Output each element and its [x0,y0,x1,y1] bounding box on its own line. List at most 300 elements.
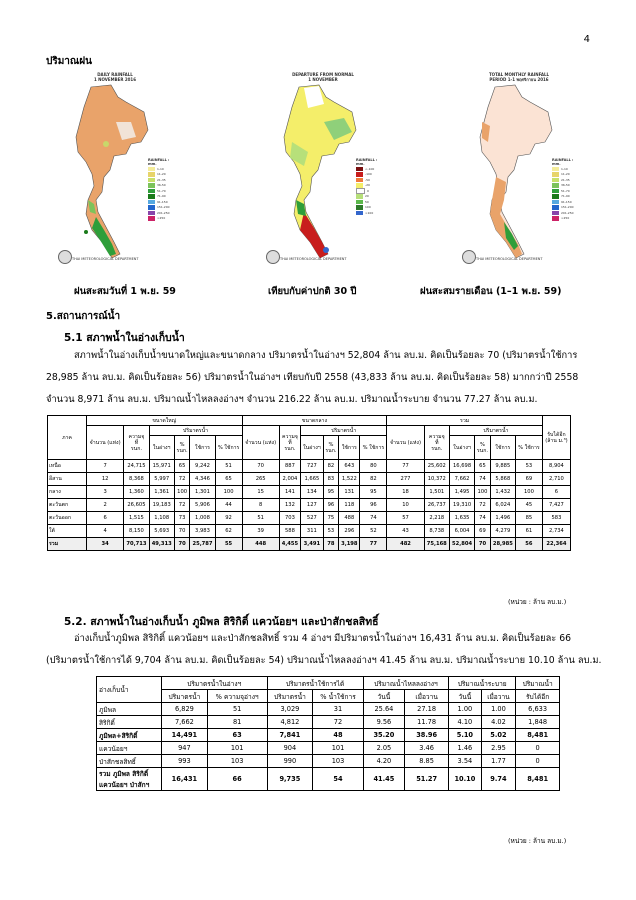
col-header: รับได้อีก (ล้าน ม.³) [542,416,570,460]
table-cell: 26,737 [424,499,449,512]
table-cell: 18 [387,486,424,499]
table-cell: 5,693 [149,525,174,538]
legend-entry: 71-90 [552,194,578,200]
daily-rainfall-map [56,72,174,272]
table-cell: 54 [313,768,363,791]
map-caption-departure: เทียบกับค่าปกติ 30 ปี [268,286,357,297]
table-cell: 78 [323,538,339,551]
paragraph-line: จำนวน 8,971 ล้าน ลบ.ม. ปริมาณน้ำไหลลงอ่างฯ จำนวน 216.22 ล้าน ลบ.ม. ปริมาณน้ำระบาย จำนวน 77.27 ล้าน ลบ.ม. [46,394,538,405]
table-cell: 77 [360,538,387,551]
table-cell: 19,183 [149,499,174,512]
table-cell: 92 [215,512,242,525]
table-row [48,512,571,525]
table-cell: 131 [339,486,360,499]
table-cell: 1,361 [149,486,174,499]
table-cell: 73 [174,512,190,525]
table-cell: 70 [174,538,190,551]
table-cell: 9.74 [481,768,516,791]
group-header: ปริมาณน้ำไหลลงอ่างฯ [363,677,448,690]
table-cell: 4.20 [363,755,404,768]
table-cell: 51 [215,460,242,473]
table-cell: 65 [215,473,242,486]
map-subtitle: 1 NOVEMBER 2016 [93,77,136,82]
table-cell: 703 [279,512,300,525]
table-cell: เหนือ [48,460,87,473]
rainfall-maps [56,72,586,282]
table-cell: 25.64 [363,703,404,716]
table-cell: 1.00 [481,703,516,716]
map-legend [552,158,578,221]
table-cell: 1,848 [516,716,560,729]
table-row [48,525,571,538]
legend-entry: 21-35 [552,177,578,183]
table-cell: 103 [313,755,363,768]
table-cell: 25,602 [424,460,449,473]
table-cell: 3.54 [449,755,482,768]
table-cell: 2.95 [481,742,516,755]
table-cell: 66 [207,768,267,791]
reservoir-name: ภูมิพล+สิริกิติ์ [97,729,162,742]
table-cell: 22,364 [542,538,570,551]
reservoir-name: สิริกิติ์ [97,716,162,729]
table-cell: 2,734 [542,525,570,538]
table-cell: 19,310 [449,499,474,512]
table-cell: 7,427 [542,499,570,512]
col-header: ปริมาตรน้ำ [267,690,313,703]
group-header: ขนาดกลาง [242,416,387,426]
section-5-2-heading: 5.2. สภาพน้ำในอ่างเก็บน้ำ ภูมิพล สิริกิติ์ แควน้อยฯ และป่าสักชลสิทธิ์ [64,616,379,628]
legend-entry: 50 [356,199,382,205]
table-cell: 70 [475,538,491,551]
table-cell: 95 [323,486,339,499]
map-title: DEPARTURE FROM NORMAL [292,72,354,77]
col-header: ปริมาตรน้ำ [149,426,242,436]
legend-title: RAINFALL : mm. [552,158,574,166]
major-dams-table-body [97,703,560,791]
legend-entry: 151-200 [148,205,174,211]
table-row [97,755,560,768]
table-cell: 96 [323,499,339,512]
legend-entry: 0 [356,188,382,194]
thailand-map-graphic [460,82,560,262]
col-header: % ความจุอ่างฯ [207,690,267,703]
legend-entry: -100 [356,172,382,178]
table-cell: 1,522 [339,473,360,486]
table-cell: 70 [174,525,190,538]
reservoir-name: รวม ภูมิพล สิริกิติ์ แควน้อยฯ ป่าสักฯ [97,768,162,791]
thailand-map-graphic [264,82,364,262]
table-cell: 265 [242,473,279,486]
map-org: THAI METEOROLOGICAL DEPARTMENT [280,257,347,261]
table-cell: 15,971 [149,460,174,473]
col-header: ภาค [48,416,87,460]
table-cell: 100 [515,486,542,499]
map-org: THAI METEOROLOGICAL DEPARTMENT [72,257,139,261]
table-cell: 28,985 [490,538,515,551]
table-cell: 96 [360,499,387,512]
table-cell: 35.20 [363,729,404,742]
table-cell: 38.96 [405,729,449,742]
table-cell: 1,432 [490,486,515,499]
table-cell: 1.77 [481,755,516,768]
table-cell: 69 [475,525,491,538]
table-cell: 4 [87,525,124,538]
group-header: รวม [387,416,543,426]
table-cell: 2,218 [424,512,449,525]
table-cell: 1.46 [449,742,482,755]
table-cell: 8,368 [124,473,149,486]
table-cell: 65 [174,460,190,473]
legend-entry: 71-90 [148,194,174,200]
table-cell: 993 [162,755,208,768]
reservoir-name: แควน้อยฯ [97,742,162,755]
table-cell: 62 [215,525,242,538]
rainfall-heading: ปริมาณฝน [46,56,92,67]
table-cell: 55 [215,538,242,551]
legend-entry: 1-10 [148,166,174,172]
table-cell: 3,198 [339,538,360,551]
col-header: จำนวน (แห่ง) [242,426,279,460]
table-cell: 25,787 [190,538,215,551]
table-cell: 5,906 [190,499,215,512]
table-cell: 488 [339,512,360,525]
map-legend [356,158,382,216]
paragraph-line: 28,985 ล้าน ลบ.ม. คิดเป็นร้อยละ 56) ปริมาตรน้ำในอ่างฯ เทียบกับปี 2558 (43,833 ล้าน ลบ.ม. คิดเป็นร้อยละ 58) มากกว่าปี 2558 [46,372,579,383]
table-cell: 6,004 [449,525,474,538]
table-cell: 6 [542,486,570,499]
table-cell: 52 [360,525,387,538]
table-cell: 7 [87,460,124,473]
table-cell: 12 [87,473,124,486]
table-cell: 75,168 [424,538,449,551]
table-cell: 83 [323,473,339,486]
col-header: ในอ่างฯ [301,436,324,460]
map-legend [148,158,174,221]
group-header: ปริมาณน้ำระบาย [449,677,516,690]
table-cell: 53 [323,525,339,538]
table-cell: 100 [475,486,491,499]
table-cell: 39 [242,525,279,538]
legend-entry: -20 [356,183,382,189]
table-cell: 1,495 [449,486,474,499]
col-header: ใช้การ [339,436,360,460]
table-cell: 5.10 [449,729,482,742]
departure-from-normal-map [264,72,382,272]
table-cell: 80 [360,460,387,473]
map-title: TOTAL MONTHLY RAINFALL [488,72,550,77]
table-cell: 1,108 [149,512,174,525]
tmd-logo-icon [462,250,476,264]
table-cell: 6 [87,512,124,525]
col-header: % ใช้การ [360,436,387,460]
table-cell: 26,605 [124,499,149,512]
table-cell: 3.46 [405,742,449,755]
table-cell: 0 [516,755,560,768]
paragraph-line: สภาพน้ำในอ่างเก็บน้ำขนาดใหญ่และขนาดกลาง ปริมาตรน้ำในอ่างฯ 52,804 ล้าน ลบ.ม. คิดเป็นร้อยละ 70 (ปริมาตรน้ำใช้การ [74,350,578,361]
table-cell: 3,029 [267,703,313,716]
table-cell: 53 [515,460,542,473]
table-cell: 6,633 [516,703,560,716]
col-header: ความจุ ที่ รนก. [424,426,449,460]
table-cell: 48 [313,729,363,742]
major-dams-table [96,676,560,791]
table-cell: 0 [516,742,560,755]
table1-unit: (หน่วย : ล้าน ลบ.ม.) [508,598,567,606]
table-cell: 2,004 [279,473,300,486]
table-cell: 588 [279,525,300,538]
table-cell: 95 [360,486,387,499]
col-header: % น้ำใช้การ [313,690,363,703]
col-header: เมื่อวาน [481,690,516,703]
legend-title: RAINFALL : mm. [356,158,378,166]
table-cell: ใต้ [48,525,87,538]
col-header: วันนี้ [363,690,404,703]
reservoir-name: ภูมิพล [97,703,162,716]
table-cell: 1,496 [490,512,515,525]
col-header: ปริมาตรน้ำ [449,426,542,436]
table-cell: 6,829 [162,703,208,716]
table-cell: 27.18 [405,703,449,716]
table-row [97,703,560,716]
table-cell: 8 [242,499,279,512]
table-cell: 52,804 [449,538,474,551]
table-cell: 43 [387,525,424,538]
table-cell: 10 [387,499,424,512]
table-cell: 72 [475,499,491,512]
col-header: ปริมาตรน้ำ [301,426,387,436]
legend-entry: -50 [356,177,382,183]
table-cell: 1,008 [190,512,215,525]
table-cell: 9,885 [490,460,515,473]
col-header: ในอ่างฯ [149,436,174,460]
col-header: % ใช้การ [215,436,242,460]
total-row [48,538,571,551]
table-cell: 7,662 [162,716,208,729]
legend-entry: 36-50 [552,183,578,189]
legend-entry: >100 [356,210,382,216]
table-cell: 6,024 [490,499,515,512]
table-cell: 82 [323,460,339,473]
total-row [97,768,560,791]
table-cell: 4,279 [490,525,515,538]
table-cell: 101 [313,742,363,755]
col-header: ใช้การ [490,436,515,460]
table-cell: 85 [515,512,542,525]
table-cell: 75 [323,512,339,525]
col-header: อ่างเก็บน้ำ [97,677,162,703]
table-cell: 61 [515,525,542,538]
table-cell: 311 [301,525,324,538]
table-cell: 4,812 [267,716,313,729]
col-header: จำนวน (แห่ง) [387,426,424,460]
reservoir-table-body [48,460,571,551]
table-cell: 72 [313,716,363,729]
col-header: เมื่อวาน [405,690,449,703]
table-cell: 583 [542,512,570,525]
paragraph-line: (ปริมาตรน้ำใช้การได้ 9,704 ล้าน ลบ.ม. คิดเป็นร้อยละ 54) ปริมาณน้ำไหลลงอ่างฯ 41.45 ล้าน ลบ.ม. ปริมาณน้ำระบาย 10.10 ล้าน ลบ.ม. [46,655,602,666]
major-dams-paragraph [46,628,602,672]
table-row [48,473,571,486]
table-cell: 904 [267,742,313,755]
table-cell: 1,665 [301,473,324,486]
map-title: DAILY RAINFALL [97,72,133,77]
table-cell: 82 [360,473,387,486]
map-caption-monthly: ฝนสะสมรายเดือน (1–1 พ.ย. 59) [420,286,562,297]
table-cell: 51 [207,703,267,716]
col-header: % รนก. [174,436,190,460]
table-row [97,729,560,742]
legend-entry: 91-150 [552,199,578,205]
table-cell: 49,313 [149,538,174,551]
col-header: % ใช้การ [515,436,542,460]
legend-entry: 100 [356,205,382,211]
legend-title: RAINFALL : mm. [148,158,170,166]
table-cell: 8,481 [516,768,560,791]
table-cell: 81 [207,716,267,729]
col-header: ความจุ ที่ รนก. [124,426,149,460]
table-cell: 2,710 [542,473,570,486]
legend-entry: <-100 [356,166,382,172]
table-cell: 14,491 [162,729,208,742]
table-cell: 134 [301,486,324,499]
col-header: จำนวน (แห่ง) [87,426,124,460]
table-cell: 16,431 [162,768,208,791]
table-cell: 3,983 [190,525,215,538]
table-cell: 132 [279,499,300,512]
table-cell: 10,372 [424,473,449,486]
table-cell: 643 [339,460,360,473]
map-caption-daily: ฝนสะสมวันที่ 1 พ.ย. 59 [74,286,176,297]
table-cell: 1,301 [190,486,215,499]
table-cell: 9,242 [190,460,215,473]
table-cell: 10.10 [449,768,482,791]
table-cell: 77 [387,460,424,473]
paragraph-line: อ่างเก็บน้ำภูมิพล สิริกิติ์ แควน้อยฯ และป่าสักชลสิทธิ์ รวม 4 อ่างฯ มีปริมาตรน้ำในอ่างฯ 16,431 ล้าน ลบ.ม. คิดเป็นร้อยละ 66 [74,633,572,644]
table-cell: 5,997 [149,473,174,486]
table-cell: 2.05 [363,742,404,755]
legend-entry: 11-20 [552,172,578,178]
col-header: ในอ่างฯ [449,436,474,460]
table-cell: 1,501 [424,486,449,499]
legend-entry: 20 [356,194,382,200]
legend-entry: 21-35 [148,177,174,183]
table-cell: อีสาน [48,473,87,486]
table-cell: 527 [301,512,324,525]
table-cell: 63 [207,729,267,742]
table-cell: 4,346 [190,473,215,486]
thailand-map-graphic [56,82,156,262]
col-header: วันนี้ [449,690,482,703]
table-cell: 72 [174,499,190,512]
monthly-rainfall-map [460,72,578,272]
table-cell: 41.45 [363,768,404,791]
legend-entry: 151-200 [552,205,578,211]
tmd-logo-icon [58,250,72,264]
table-cell: 4.02 [481,716,516,729]
table-cell: 8,904 [542,460,570,473]
table-cell: 5,868 [490,473,515,486]
table-cell: 8.85 [405,755,449,768]
table-cell: 74 [475,512,491,525]
table-cell: 9,735 [267,768,313,791]
group-header: ปริมาตรน้ำในอ่างฯ [162,677,268,690]
table-cell: 56 [515,538,542,551]
table-cell: 44 [215,499,242,512]
table-cell: 51 [242,512,279,525]
section-5-1-heading: 5.1 สภาพน้ำในอ่างเก็บน้ำ [64,332,185,344]
table-cell: กลาง [48,486,87,499]
table-cell: 8,481 [516,729,560,742]
table-cell: 24,715 [124,460,149,473]
table-cell: 70 [242,460,279,473]
table-cell: 15 [242,486,279,499]
reservoir-table [47,415,571,551]
table-cell: 57 [387,512,424,525]
group-header: ปริมาณน้ำ [516,677,560,690]
table-row [48,499,571,512]
table-cell: 31 [313,703,363,716]
table-cell: 74 [475,473,491,486]
table-cell: 887 [279,460,300,473]
table-cell: 277 [387,473,424,486]
group-header: ปริมาตรน้ำใช้การได้ [267,677,363,690]
table-cell: 7,841 [267,729,313,742]
map-org: THAI METEOROLOGICAL DEPARTMENT [476,257,543,261]
table-cell: 127 [301,499,324,512]
table-cell: 100 [215,486,242,499]
table-cell: 990 [267,755,313,768]
table-cell: 100 [174,486,190,499]
table-cell: 9.56 [363,716,404,729]
table-cell: 7,662 [449,473,474,486]
table-cell: 69 [515,473,542,486]
table-cell: 1,515 [124,512,149,525]
col-header: ใช้การ [190,436,215,460]
table-cell: ตะวันออก [48,512,87,525]
table-cell: 51.27 [405,768,449,791]
col-header: % รนก. [475,436,491,460]
col-header: ปริมาตรน้ำ [162,690,208,703]
table-cell: 103 [207,755,267,768]
table-row [48,486,571,499]
col-header: % รนก. [323,436,339,460]
legend-entry: 1-10 [552,166,578,172]
table-cell: 16,698 [449,460,474,473]
table-cell: 3,491 [301,538,324,551]
table-cell: 947 [162,742,208,755]
table-cell: 4.10 [449,716,482,729]
legend-entry: 201-250 [552,210,578,216]
table-cell: ตะวันตก [48,499,87,512]
table-row [48,460,571,473]
table-cell: 2 [87,499,124,512]
table-cell: 482 [387,538,424,551]
legend-entry: >250 [148,216,174,222]
table-cell: 45 [515,499,542,512]
group-header: ขนาดใหญ่ [87,416,243,426]
table-cell: 34 [87,538,124,551]
legend-entry: 51-70 [552,188,578,194]
col-header: รับได้อีก [516,690,560,703]
table-cell: 3 [87,486,124,499]
table-cell: 1,360 [124,486,149,499]
table-cell: 1.00 [449,703,482,716]
map-subtitle: PERIOD 1-1 พฤศจิกายน 2016 [489,77,549,82]
legend-entry: 51-70 [148,188,174,194]
table-cell: 5.02 [481,729,516,742]
table-cell: 1,635 [449,512,474,525]
table-cell: 296 [339,525,360,538]
